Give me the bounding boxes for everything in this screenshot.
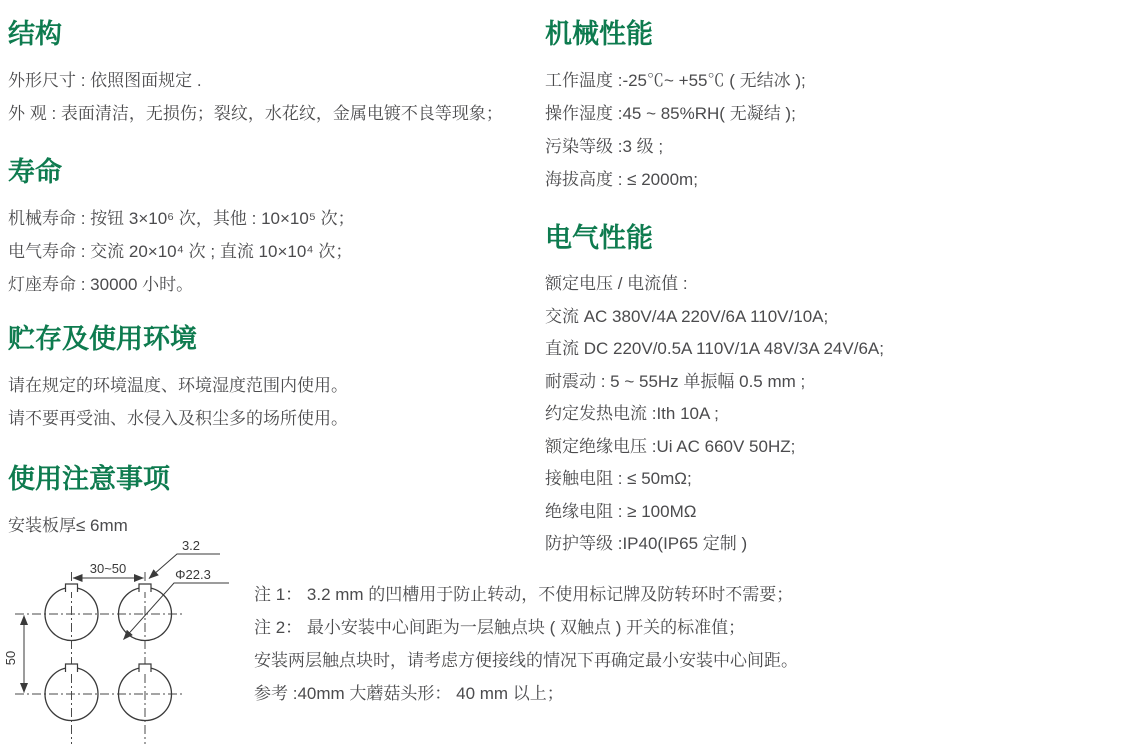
spec-line: 污染等级 :3 级 ; xyxy=(545,137,664,156)
spec-line: 外形尺寸 : 依照图面规定 . xyxy=(8,71,202,90)
spec-line: 额定电压 / 电流值 : xyxy=(545,274,688,293)
spec-line: 交流 AC 380V/4A 220V/6A 110V/10A; xyxy=(545,306,829,326)
section-mechanical-performance xyxy=(545,16,806,196)
hole-notches xyxy=(66,584,152,672)
spec-line: 接触电阻 : ≤ 50mΩ; xyxy=(545,469,692,488)
spec-line: 额定绝缘电压 :Ui AC 660V 50HZ; xyxy=(545,436,796,456)
spec-line: 外 观 : 表面清洁，无损伤；裂纹，水花纹，金属电镀不良等现象； xyxy=(8,104,503,123)
section-title-usage-precautions: 使用注意事项 xyxy=(8,464,170,494)
note-line: 注 2： 最小安装中心间距为一层触点块 ( 双触点 ) 开关的标准值； xyxy=(254,618,746,637)
spec-line: 灯座寿命 : 30000 小时。 xyxy=(8,275,194,294)
spec-line: 海拔高度 : ≤ 2000m; xyxy=(545,170,698,189)
spec-line: 直流 DC 220V/0.5A 110V/1A 48V/3A 24V/6A; xyxy=(545,339,884,358)
note-line: 注 1： 3.2 mm 的凹槽用于防止转动，不使用标记牌及防转环时不需要； xyxy=(254,585,794,604)
spec-line: 约定发热电流 :Ith 10A ; xyxy=(545,404,719,423)
mounting-hole-drawing xyxy=(5,538,250,756)
spec-line: 请不要再受油、水侵入及积尘多的场所使用。 xyxy=(8,409,348,428)
section-title-mechanical: 机械性能 xyxy=(545,19,653,49)
section-title-structure: 结构 xyxy=(8,19,62,49)
spec-line: 安装板厚≤ 6mm xyxy=(8,516,128,535)
note-line: 参考 :40mm 大蘑菇头形： 40 mm 以上； xyxy=(254,684,564,703)
section-structure xyxy=(8,16,503,130)
section-electrical-performance xyxy=(545,220,884,561)
svg-text:50: 50 xyxy=(3,650,18,666)
spec-line: 电气寿命 : 交流 20×10⁴ 次 ; 直流 10×10⁴ 次； xyxy=(8,242,353,261)
section-lifespan xyxy=(8,154,355,301)
spec-line: 防护等级 :IP40(IP65 定制 ) xyxy=(545,534,748,553)
note-line: 安装两层触点块时，请考虑方便接线的情况下再确定最小安装中心间距。 xyxy=(254,651,798,670)
section-title-lifespan: 寿命 xyxy=(8,157,62,187)
spec-line: 操作湿度 :45 ~ 85%RH( 无凝结 ); xyxy=(545,104,796,123)
section-title-electrical: 电气性能 xyxy=(545,223,653,253)
spec-line: 绝缘电阻 : ≥ 100MΩ xyxy=(545,501,697,521)
section-title-storage-environment: 贮存及使用环境 xyxy=(8,324,197,354)
svg-text:30~50: 30~50 xyxy=(89,561,127,576)
dimension-horizontal-pitch xyxy=(73,561,144,578)
centerlines xyxy=(15,572,183,744)
svg-text:Φ22.3: Φ22.3 xyxy=(175,567,211,582)
spec-line: 请在规定的环境温度、环境湿度范围内使用。 xyxy=(8,376,348,395)
svg-text:3.2: 3.2 xyxy=(181,538,201,553)
dimension-vertical-pitch xyxy=(3,616,24,693)
spec-line: 工作温度 :-25℃~ +55℃ ( 无结冰 ); xyxy=(545,71,806,90)
section-storage-environment xyxy=(8,321,348,435)
spec-line: 耐震动 : 5 ~ 55Hz 单振幅 0.5 mm ; xyxy=(545,371,806,391)
notes-block xyxy=(254,578,798,710)
section-usage-precautions xyxy=(8,461,170,542)
spec-line: 机械寿命 : 按钮 3×10⁶ 次，其他 : 10×10⁵ 次； xyxy=(8,209,355,228)
